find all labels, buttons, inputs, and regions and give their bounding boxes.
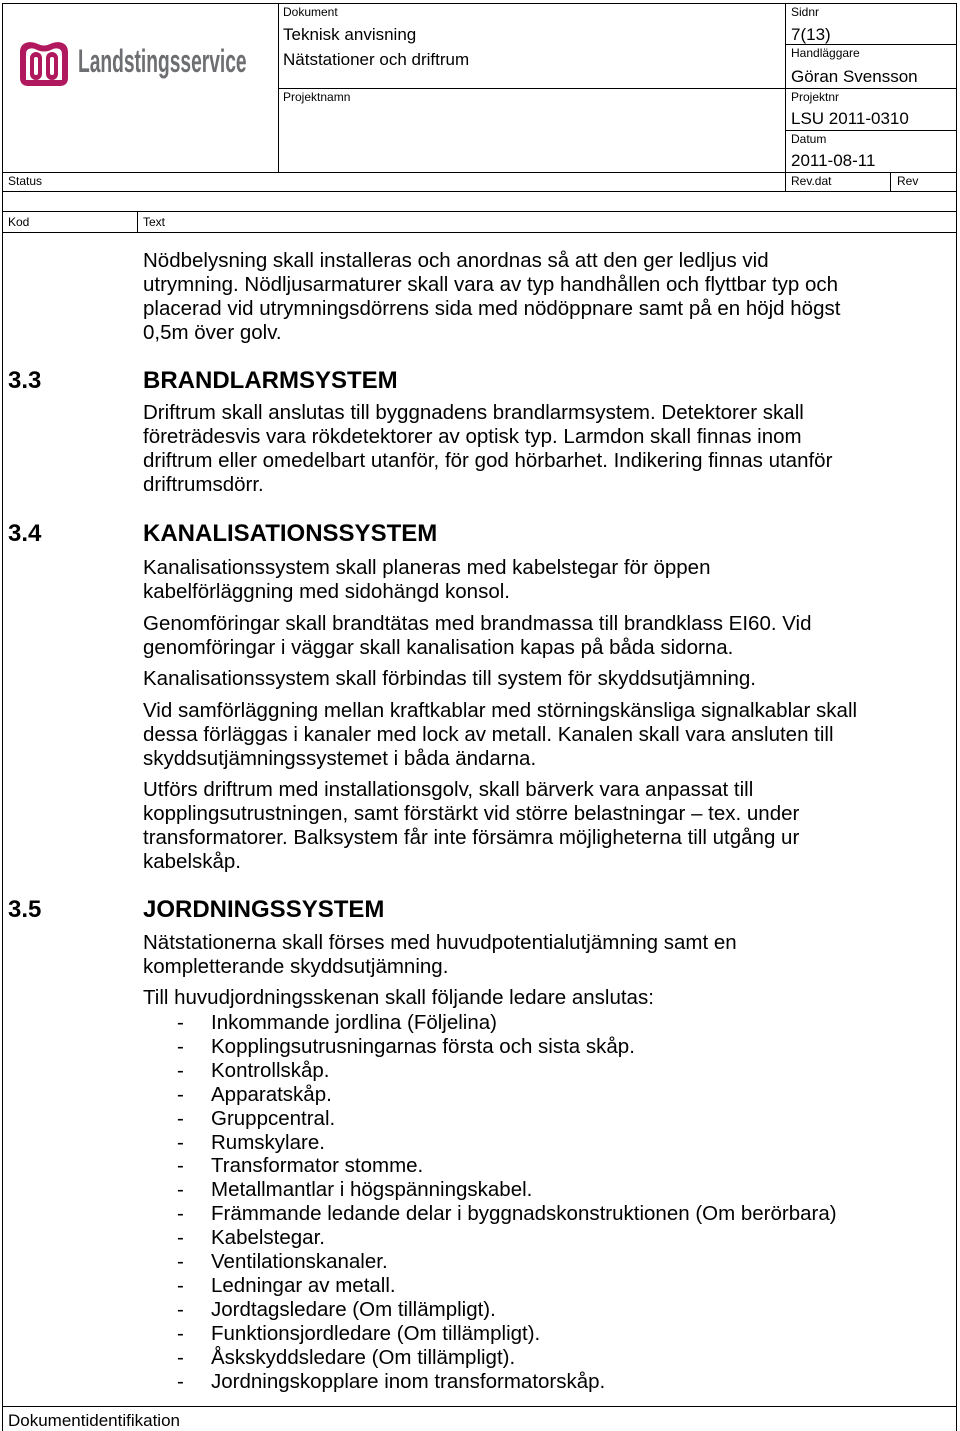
list-bullet: - [177,1106,184,1130]
section-number: 3.3 [8,367,42,394]
list-item-text: Kopplingsutrusningarnas första och sista skåp. [211,1034,635,1058]
list-item [177,1370,837,1394]
projektnr-value: LSU 2011-0310 [791,109,909,128]
list-item-text: Ledningar av metall. [211,1273,396,1297]
list-item-text: Gruppcentral. [211,1106,336,1130]
paragraph-line: transformatorer. Balksystem får inte försämra möjligheterna till utgång ur [143,826,800,849]
list-bullet: - [177,1178,184,1202]
list-item [177,1059,837,1083]
paragraph-line: kabelförläggning med sidohängd konsol. [143,580,510,603]
paragraph [143,931,737,979]
rev-label: Rev [897,174,919,188]
paragraph-line: skyddsutjämningssystemet i båda ändarna. [143,747,537,770]
list-item [177,1178,837,1202]
list-item [177,1226,837,1250]
list-item-text: Inkommande jordlina (Följelina) [211,1011,497,1034]
paragraph-line: Kanalisationssystem skall förbindas till system för skyddsutjämning. [143,667,756,690]
list-item [177,1011,837,1035]
footer-divider [2,1406,957,1407]
paragraph-line: kabelskåp. [143,850,242,873]
list-item [177,1250,837,1274]
sidnr-value: 7(13) [791,25,831,44]
kod-row-top [2,211,957,212]
paragraph-line: placerad vid utrymningsdörrens sida med nödöppnare samt på en höjd högst [143,297,841,320]
list-item-text: Jordtagsledare (Om tillämpligt). [211,1297,496,1321]
paragraph [143,249,840,345]
status-row-bottom [2,191,957,192]
list-bullet: - [177,1034,184,1058]
list-bullet: - [177,1058,184,1082]
paragraph-line: Kanalisationssystem skall planeras med kabelstegar för öppen [143,556,711,579]
frame-top-line [2,3,957,4]
section-title: BRANDLARMSYSTEM [143,367,398,394]
list-item [177,1274,837,1298]
list-bullet: - [177,1154,184,1178]
status-row-top [2,172,957,173]
list-bullet: - [177,1011,184,1034]
datum-value: 2011-08-11 [791,151,876,170]
section-number: 3.4 [8,520,42,547]
paragraph [143,699,857,771]
datum-label: Datum [791,132,827,146]
frame-right-line [956,3,957,1431]
list-item-text: Apparatskåp. [211,1082,332,1106]
logo-text: Landstingsservice [78,43,247,79]
text-label: Text [143,215,166,229]
paragraph-line: 0,5m över golv. [143,321,282,344]
list-item [177,1202,837,1226]
paragraph-line: driftrum eller omedelbart utanför, för god hörbarhet. Indikering finnas utanför [143,449,833,472]
list-item [177,1298,837,1322]
list-item-text: Transformator stomme. [211,1154,424,1178]
section-number: 3.5 [8,896,42,923]
paragraph-line: företrädesvis vara rökdetektorer av optisk typ. Larmdon skall finnas inom [143,425,802,448]
right-column-divider [785,3,786,191]
status-label: Status [8,174,43,188]
section-title: KANALISATIONSSYSTEM [143,520,438,547]
list-bullet: - [177,1297,184,1321]
footer-document-id-label: Dokumentidentifikation [8,1411,180,1430]
projekt-divider [278,88,956,89]
frame-left-line [2,3,3,1431]
list-item-text: Åskskyddsledare (Om tillämpligt). [211,1345,516,1369]
list-bullet: - [177,1321,184,1345]
list-bullet: - [177,1273,184,1297]
list-item-text: Ventilationskanaler. [211,1250,388,1274]
dokument-subtitle: Nätstationer och driftrum [283,50,470,69]
rev-dat-label: Rev.dat [791,174,832,188]
kod-row-bottom [2,232,957,233]
paragraph-line: Nätstationerna skall förses med huvudpotentialutjämning samt en [143,931,737,954]
datum-divider [785,130,956,131]
list-item-text: Främmande ledande delar i byggnadskonstruktionen (Om berörbara) [211,1202,837,1226]
kod-text-divider [137,211,138,232]
rev-column-divider [890,172,891,191]
list-item [177,1083,837,1107]
paragraph-line: genomföringar i väggar skall kanalisation kapas på båda sidorna. [143,636,734,659]
conductor-list [177,1011,837,1394]
list-item-text: Kabelstegar. [211,1226,325,1250]
paragraph-line: Utförs driftrum med installationsgolv, skall bärverk vara anpassat till [143,778,754,801]
paragraph-line: Vid samförläggning mellan kraftkablar med störningskänsliga signalkablar skall [143,699,858,722]
paragraph [143,401,832,497]
paragraph-line: Nödbelysning skall installeras och anordnas så att den ger ledljus vid [143,249,769,272]
list-bullet: - [177,1082,184,1106]
handlaggare-label: Handläggare [791,46,860,60]
kod-label: Kod [8,215,30,229]
projektnamn-label: Projektnamn [283,90,351,104]
list-item-text: Rumskylare. [211,1130,325,1154]
paragraph [143,556,710,604]
paragraph-line: kompletterande skyddsutjämning. [143,955,449,978]
list-item-text: Metallmantlar i högspänningskabel. [211,1178,533,1202]
list-item [177,1107,837,1131]
paragraph-line: driftrumsdörr. [143,473,264,496]
list-item [177,1154,837,1178]
list-item-text: Jordningskopplare inom transformatorskåp. [211,1369,606,1393]
list-item [177,1035,837,1059]
paragraph [143,986,654,1010]
paragraph-line: Driftrum skall anslutas till byggnadens brandlarmsystem. Detektorer skall [143,401,804,424]
paragraph-line: Genomföringar skall brandtätas med brandmassa till brandklass EI60. Vid [143,612,812,635]
list-item [177,1346,837,1370]
landstingsservice-logo-icon [16,38,72,88]
list-item [177,1322,837,1346]
list-bullet: - [177,1202,184,1226]
paragraph-line: Till huvudjordningsskenan skall följande ledare anslutas: [143,986,654,1009]
list-bullet: - [177,1345,184,1369]
paragraph-line: dessa förläggas i kanaler med lock av metall. Kanalen skall vara ansluten till [143,723,834,746]
paragraph [143,612,812,660]
sidnr-label: Sidnr [791,5,820,19]
section-title: JORDNINGSSYSTEM [143,896,385,923]
list-bullet: - [177,1369,184,1393]
list-item-text: Kontrollskåp. [211,1058,330,1082]
paragraph-line: kopplingsutrustningen, samt förstärkt vid större belastningar – tex. under [143,802,800,825]
paragraph-line: utrymning. Nödljusarmaturer skall vara av typ handhållen och flyttbar typ och [143,273,839,296]
projektnr-label: Projektnr [791,90,840,104]
list-bullet: - [177,1226,184,1250]
handlaggare-value: Göran Svensson [791,67,918,86]
paragraph [143,778,799,874]
list-item-text: Funktionsjordledare (Om tillämpligt). [211,1321,541,1345]
list-bullet: - [177,1130,184,1154]
list-item [177,1131,837,1155]
paragraph [143,667,756,691]
dokument-title: Teknisk anvisning [283,25,417,44]
list-bullet: - [177,1250,184,1274]
dokument-label: Dokument [283,5,338,19]
